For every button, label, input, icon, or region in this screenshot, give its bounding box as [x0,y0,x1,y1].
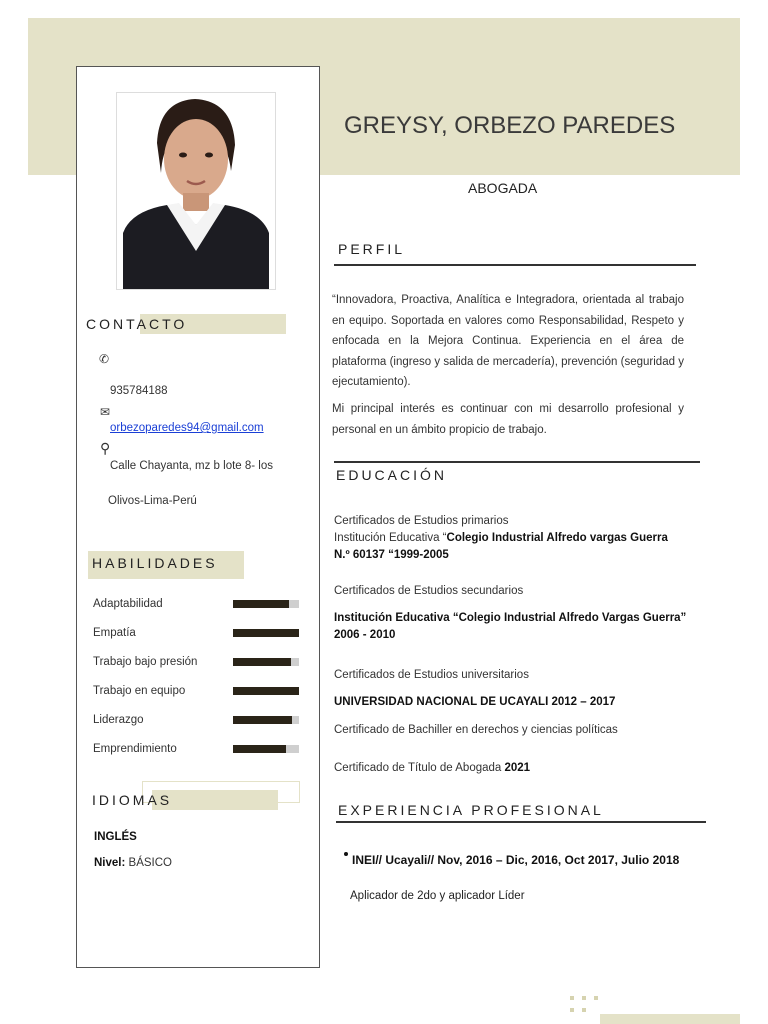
contact-address-line1: Calle Chayanta, mz b lote 8- los [110,460,273,472]
profile-photo [116,92,276,290]
experience-rule [336,821,706,823]
experience-job: INEI// Ucayali// Nov, 2016 – Dic, 2016, Oct 2017, Julio 2018 [352,853,680,867]
skill-label: Liderazgo [93,714,144,726]
footer-band [600,1014,740,1024]
contact-section-title: CONTACTO [86,316,188,332]
edu-university-label: Certificados de Estudios universitarios [334,669,529,681]
contact-phone: 935784188 [110,385,168,397]
contact-email-link[interactable]: orbezoparedes94@gmail.com [110,422,264,434]
portrait-image [117,93,275,289]
skill-bar-fill [233,745,286,753]
education-rule [334,461,700,463]
edu-primary-label: Certificados de Estudios primarios [334,515,509,527]
skill-label: Empatía [93,627,136,639]
experience-role: Aplicador de 2do y aplicador Líder [350,890,525,902]
profile-paragraph-1: “Innovadora, Proactiva, Analítica e Integradora, orientada al trabajo en equipo. Soportada en valores como Responsabilidad, Respeto y enfocada en la Mejora Continua. Experiencia en el área de plataforma (ingreso y salida de mercadería), prevención (seguridad y ejecutamiento). [332,294,684,388]
edu-bachelor: Certificado de Bachiller en derechos y ciencias políticas [334,724,618,736]
skill-label: Trabajo en equipo [93,685,186,697]
bullet-icon [344,852,348,856]
location-pin-icon: ⚲ [100,440,111,456]
decor-dot [594,996,598,1000]
skill-bar-fill [233,600,289,608]
skill-bar-fill [233,658,291,666]
skill-bar-fill [233,716,292,724]
skills-section-title: HABILIDADES [92,555,218,571]
decor-dot [582,1008,586,1012]
decor-dot [570,996,574,1000]
email-icon: ✉ [100,405,111,419]
skill-label: Adaptabilidad [93,598,163,610]
skill-label: Trabajo bajo presión [93,656,198,668]
languages-section-title: IDIOMAS [92,792,173,808]
edu-secondary-institution: Institución Educativa “Colegio Industrial Alfredo Vargas Guerra” [334,612,687,624]
phone-icon: ✆ [99,352,110,366]
edu-primary-institution-line2: N.º 60137 “1999-2005 [334,549,449,561]
contact-address-line2: Olivos-Lima-Perú [108,495,197,507]
skill-bar-fill [233,629,299,637]
skill-label: Emprendimiento [93,743,177,755]
decor-dot [582,996,586,1000]
profession-title: ABOGADA [468,180,538,196]
education-section-title: EDUCACIÓN [336,467,448,483]
skill-bar-fill [233,687,299,695]
edu-secondary-label: Certificados de Estudios secundarios [334,585,524,597]
profile-paragraph-2: Mi principal interés es continuar con mi desarrollo profesional y personal en un ámbito propicio de trabajo. [332,403,684,436]
edu-primary-institution: Institución Educativa “Colegio Industrial Alfredo vargas Guerra [334,532,668,544]
experience-section-title: EXPERIENCIA PROFESIONAL [338,802,604,818]
edu-university-name: UNIVERSIDAD NACIONAL DE UCAYALI 2012 – 2017 [334,696,616,708]
language-level: Nivel: BÁSICO [94,857,172,869]
language-name: INGLÉS [94,831,137,843]
edu-secondary-years: 2006 - 2010 [334,629,396,641]
profile-rule [334,264,696,266]
edu-title-certificate: Certificado de Título de Abogada 2021 [334,762,531,774]
profile-section-title: PERFIL [338,241,406,257]
decor-dot [570,1008,574,1012]
candidate-name: GREYSY, ORBEZO PAREDES [344,112,676,139]
